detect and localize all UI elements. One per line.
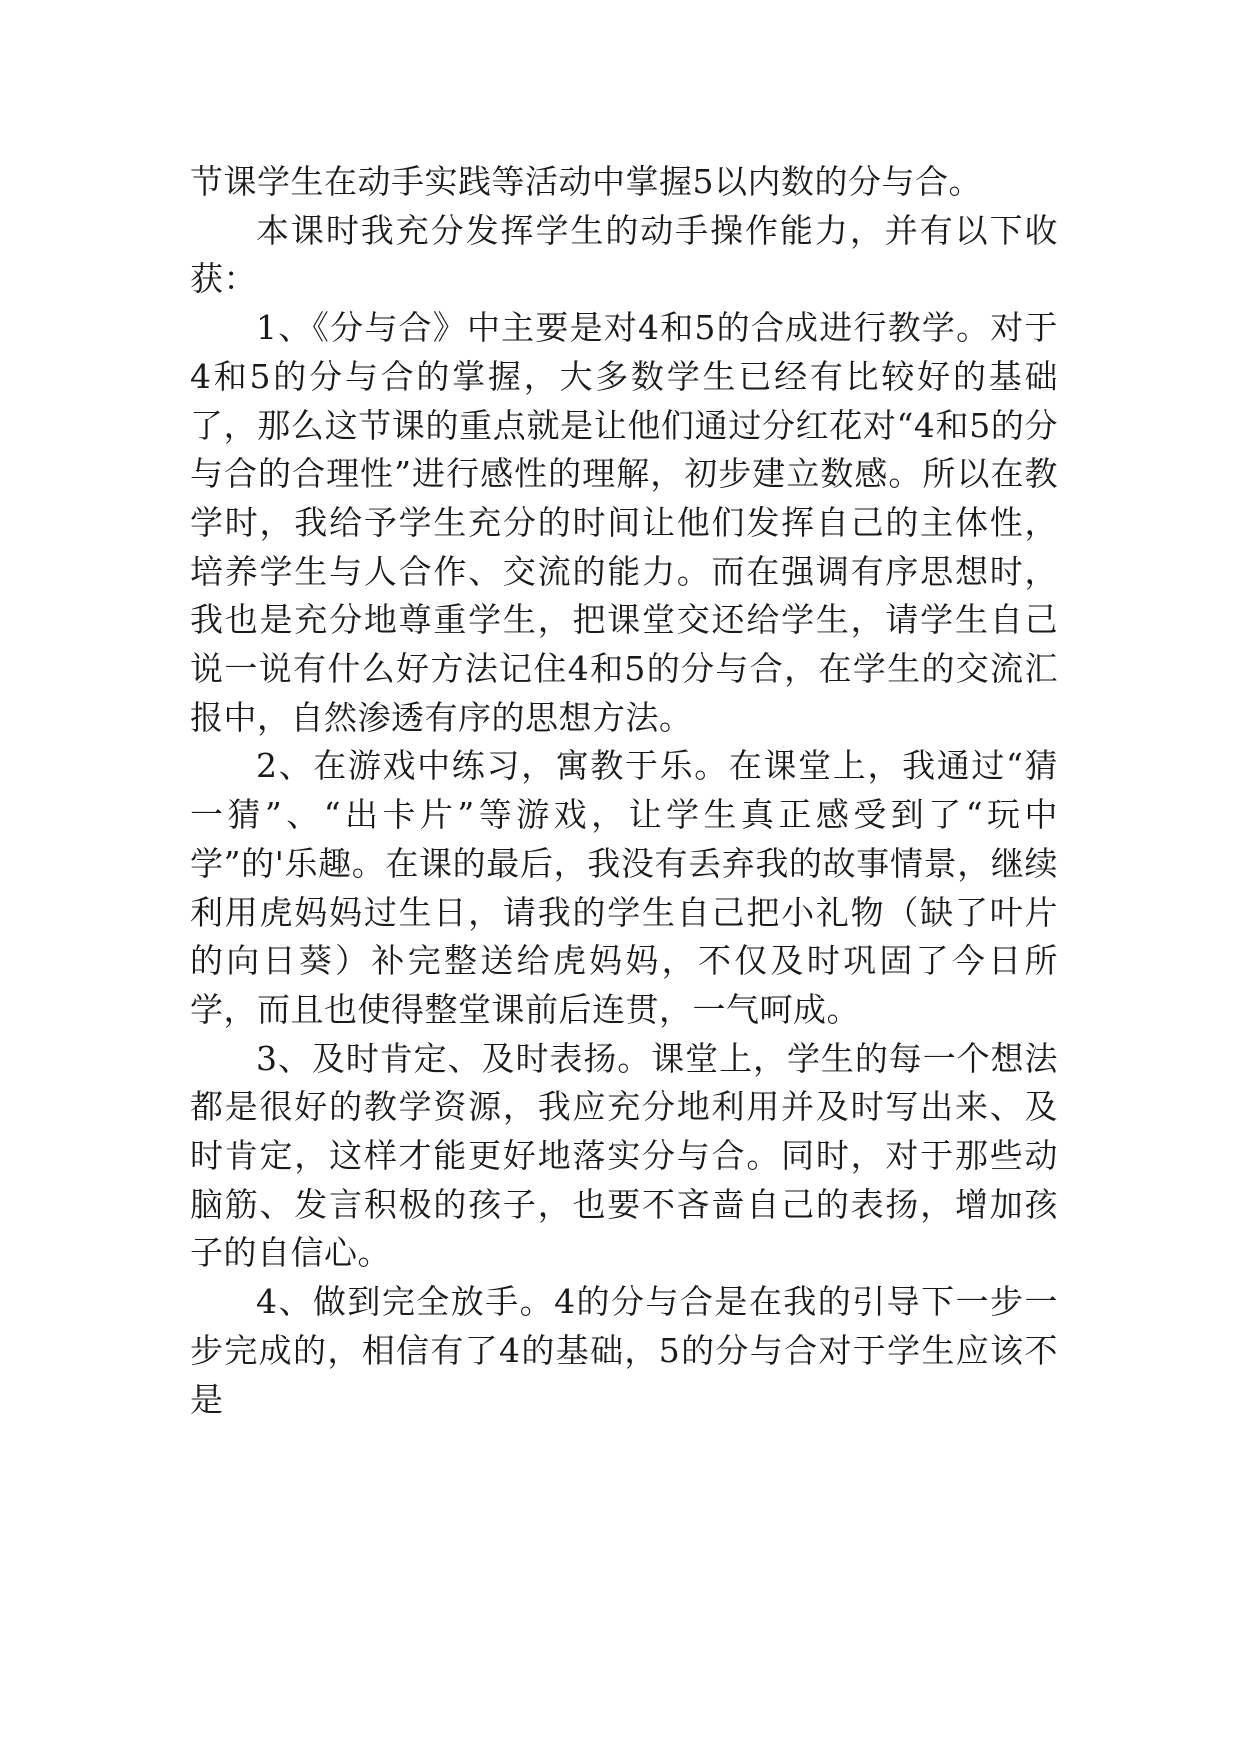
document-body [190, 158, 1058, 1424]
paragraph-point-2: 2、在游戏中练习，寓教于乐。在课堂上，我通过“猜一猜”、“出卡片”等游戏，让学生真正感受到了“玩中学”的'乐趣。在课的最后，我没有丢弃我的故事情景，继续利用虎妈妈过生日，请我的学生自己把小礼物（缺了叶片的向日葵）补完整送给虎妈妈，不仅及时巩固了今日所学，而且也使得整堂课前后连贯，一气呵成。 [190, 746, 1058, 1029]
paragraph-continuation: 节课学生在动手实践等活动中掌握5以内数的分与合。 [190, 162, 982, 201]
paragraph-point-1: 1、《分与合》中主要是对4和5的合成进行教学。对于4和5的分与合的掌握，大多数学生已经有比较好的基础了，那么这节课的重点就是让他们通过分红花对“4和5的分与合的合理性”进行感性的理解，初步建立数感。所以在教学时，我给予学生充分的时间让他们发挥自己的主体性，培养学生与人合作、交流的能力。而在强调有序思想时，我也是充分地尊重学生，把课堂交还给学生，请学生自己说一说有什么好方法记住4和5的分与合，在学生的交流汇报中，自然渗透有序的思想方法。 [190, 308, 1058, 737]
paragraph-point-4: 4、做到完全放手。4的分与合是在我的引导下一步一步完成的，相信有了4的基础，5的分与合对于学生应该不是 [190, 1282, 1058, 1419]
paragraph-intro: 本课时我充分发挥学生的动手操作能力，并有以下收获： [190, 210, 1058, 299]
paragraph-point-3: 3、及时肯定、及时表扬。课堂上，学生的每一个想法都是很好的教学资源，我应充分地利用并及时写出来、及时肯定，这样才能更好地落实分与合。同时，对于那些动脑筋、发言积极的孩子，也要不吝啬自己的表扬，增加孩子的自信心。 [190, 1038, 1058, 1273]
